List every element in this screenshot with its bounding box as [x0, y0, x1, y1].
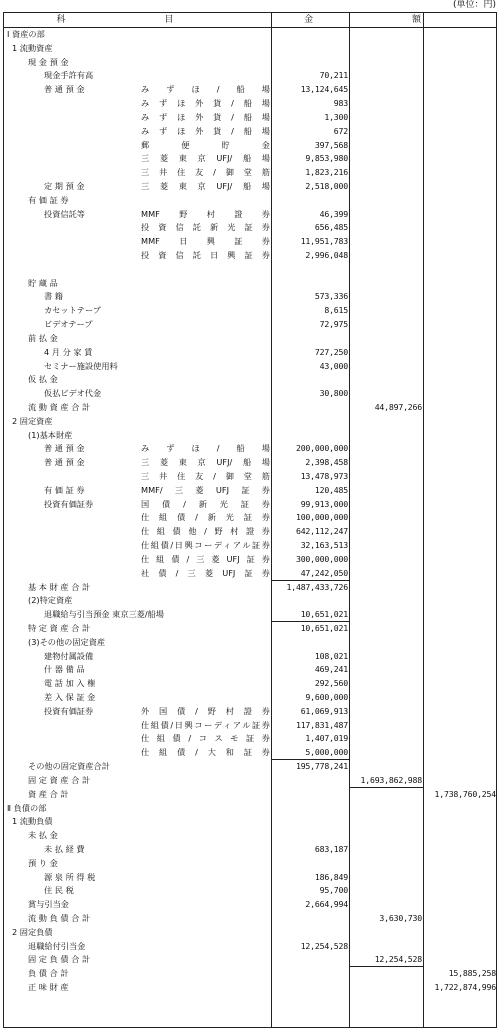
table-row	[4, 249, 496, 263]
row-label: 差 入 保 証 金	[44, 692, 96, 702]
table-row	[4, 346, 496, 360]
amount-detail: 1,487,433,726	[286, 581, 348, 592]
table-row	[4, 498, 496, 512]
table-row	[4, 677, 496, 691]
row-label: 未 払 金	[28, 830, 58, 841]
amount-detail: 32,163,513	[300, 540, 348, 551]
row-sublabel: 外国債/野村證券	[141, 705, 270, 716]
amount-subtotal: 44,897,266	[374, 401, 422, 412]
table-row	[4, 691, 496, 705]
table-row	[4, 263, 496, 277]
table-row	[4, 180, 496, 194]
row-label: 固 定 資 産 合 計	[28, 774, 91, 785]
table-row	[4, 139, 496, 153]
row-label: 退職給与引当預金 東京三菱/船場	[44, 609, 164, 620]
row-label: 基 本 財 産 合 計	[28, 581, 91, 592]
table-row	[4, 401, 496, 415]
row-label: 貯 蔵 品	[28, 277, 58, 288]
row-sublabel: 三菱東京UFJ/船場	[141, 457, 270, 468]
amount-detail: 100,000,000	[295, 512, 348, 523]
row-label: Ⅱ 負債の部	[7, 802, 47, 813]
amount-detail: 72,975	[319, 319, 348, 330]
row-sublabel: 三井住友/御堂筋	[141, 167, 270, 178]
amount-subtotal: 3,630,730	[379, 913, 422, 923]
row-label: 1 流動負債	[12, 816, 53, 827]
table-row	[4, 442, 496, 456]
row-sublabel: 国債/新光証券	[141, 498, 270, 509]
row-label: 1 流動資産	[12, 42, 53, 53]
row-label: カセットテープ	[44, 305, 101, 316]
row-label: 定 期 預 金	[44, 180, 85, 191]
table-row	[4, 926, 496, 940]
amount-detail: 200,000,000	[295, 443, 348, 454]
amount-detail: 108,021	[314, 650, 348, 661]
row-sublabel: 投資信託新光証券	[141, 222, 270, 233]
amount-detail: 95,700	[319, 885, 348, 896]
table-row	[4, 83, 496, 97]
amount-detail: 99,913,000	[300, 498, 348, 509]
row-sublabel: みずほ外貨/船場	[141, 111, 270, 122]
amount-detail: 43,000	[319, 360, 348, 371]
table-row	[4, 111, 496, 125]
table-row	[4, 125, 496, 139]
row-label: 4 月 分 家 賃	[44, 346, 93, 357]
amount-detail: 10,651,021	[300, 622, 348, 633]
row-label: 普 通 預 金	[44, 84, 85, 95]
table-row	[4, 290, 496, 304]
table-row	[4, 663, 496, 677]
table-row	[4, 221, 496, 235]
row-label: (3)その他の固定資産	[28, 636, 106, 647]
row-label: 有 価 証 券	[44, 484, 85, 495]
amount-detail: 300,000,000	[295, 553, 348, 564]
row-label: (2)特定資産	[28, 595, 73, 606]
amount-detail: 573,336	[314, 291, 348, 302]
amount-detail: 1,823,216	[305, 167, 348, 178]
row-label: Ⅰ 資産の部	[7, 29, 45, 39]
amount-subtotal: 1,693,862,988	[360, 774, 422, 785]
table-row	[4, 415, 496, 429]
row-label: 什 器 備 品	[44, 664, 85, 675]
row-sublabel: 社債/三菱UFJ証券	[141, 567, 270, 578]
table-row	[4, 56, 496, 70]
amount-detail: 1,407,019	[305, 733, 348, 744]
table-row	[4, 581, 496, 595]
table-row	[4, 815, 496, 829]
row-label: 正 味 財 産	[28, 982, 69, 993]
amount-detail: 642,112,247	[295, 526, 348, 537]
row-label: 普 通 預 金	[44, 443, 85, 454]
row-label: 住 民 税	[44, 885, 74, 896]
amount-detail: 2,664,994	[305, 899, 348, 910]
amount-total: 1,722,874,996	[434, 982, 496, 993]
balance-sheet-table	[3, 12, 497, 1028]
table-body	[4, 28, 496, 995]
row-sublabel: みずほ外貨/船場	[141, 125, 270, 136]
row-label: セミナー施設使用料	[44, 360, 118, 371]
table-row	[4, 373, 496, 387]
table-row	[4, 360, 496, 374]
table-row	[4, 235, 496, 249]
amount-detail: 117,831,487	[295, 719, 348, 730]
amount-detail: 13,124,645	[300, 84, 348, 95]
table-row	[4, 152, 496, 166]
row-sublabel: 仕組債/コスモ証券	[141, 733, 270, 744]
amount-detail: 397,568	[314, 139, 348, 150]
table-row	[4, 194, 496, 208]
row-label: 退職給付引当金	[28, 940, 86, 951]
row-sublabel: 仕組債/大和証券	[141, 747, 270, 758]
table-row	[4, 69, 496, 83]
row-label: 投資信託等	[44, 208, 85, 219]
row-label: 未 払 経 費	[44, 843, 85, 854]
amount-detail: 292,560	[314, 678, 348, 689]
row-sublabel: MMF/三菱UFJ証券	[141, 484, 270, 495]
table-row	[4, 208, 496, 222]
row-label: 固 定 負 債 合 計	[28, 954, 91, 965]
row-sublabel: 仕組債他/野村證券	[141, 526, 270, 537]
row-label: 特 定 資 産 合 計	[28, 622, 91, 633]
table-row	[4, 802, 496, 816]
row-label: 現金手許有高	[44, 70, 94, 81]
row-sublabel: 仕組債/新光証券	[141, 512, 270, 523]
table-row	[4, 746, 496, 760]
header-amount: 金 額	[303, 15, 466, 25]
row-label: 流 動 資 産 合 計	[28, 401, 91, 412]
amount-detail: 47,242,050	[300, 567, 348, 578]
table-row	[4, 97, 496, 111]
table-row	[4, 332, 496, 346]
table-row	[4, 539, 496, 553]
row-label: 現 金 預 金	[28, 56, 69, 67]
amount-detail: 186,849	[314, 871, 348, 882]
table-row	[4, 732, 496, 746]
header-item: 科 目	[56, 15, 219, 25]
table-row	[4, 953, 496, 967]
table-row	[4, 594, 496, 608]
table-row	[4, 553, 496, 567]
amount-detail: 46,399	[319, 208, 348, 219]
amount-detail: 195,778,241	[295, 761, 348, 772]
row-label: その他の固定資産合計	[28, 761, 110, 772]
row-sublabel: 三井住友/御堂筋	[141, 471, 270, 481]
amount-detail: 9,600,000	[305, 692, 348, 702]
row-label: 賞与引当金	[28, 899, 69, 910]
row-sublabel: みずほ/船場	[141, 443, 270, 454]
table-row	[4, 567, 496, 581]
row-label: 仮 払 金	[28, 374, 58, 385]
row-label: 2 固定資産	[12, 415, 53, 426]
table-row	[4, 857, 496, 871]
row-label: 資 産 合 計	[28, 788, 69, 799]
table-row	[4, 650, 496, 664]
row-label: ビデオテープ	[44, 319, 93, 330]
table-row	[4, 788, 496, 802]
table-row	[4, 636, 496, 650]
table-row	[4, 525, 496, 539]
table-row	[4, 429, 496, 443]
amount-detail: 469,241	[314, 664, 348, 675]
row-sublabel: 三菱東京UFJ/船場	[141, 153, 270, 164]
amount-detail: 9,853,980	[305, 153, 348, 164]
amount-detail: 683,187	[314, 843, 348, 854]
table-row	[4, 705, 496, 719]
amount-detail: 10,651,021	[300, 609, 348, 620]
row-sublabel: 仕組債/日興コーディアル証券	[141, 719, 270, 730]
row-sublabel: みずほ外貨/船場	[141, 98, 270, 109]
table-row	[4, 981, 496, 995]
table-row	[4, 166, 496, 180]
row-label: 投資有価証券	[44, 498, 94, 509]
table-row	[4, 387, 496, 401]
table-row	[4, 318, 496, 332]
amount-detail: 1,300	[324, 111, 348, 122]
amount-total: 15,885,258	[448, 968, 496, 979]
row-sublabel: みずほ/船場	[141, 84, 270, 95]
table-row	[4, 608, 496, 622]
row-sublabel: 仕組債/日興コーディアル証券	[141, 540, 270, 551]
table-row	[4, 622, 496, 636]
amount-subtotal: 12,254,528	[374, 954, 422, 965]
row-label: 流 動 負 債 合 計	[28, 913, 91, 923]
row-label: 建物付属設備	[44, 650, 94, 661]
row-label: 仮払ビデオ代金	[44, 388, 102, 399]
row-label: (1)基本財産	[28, 429, 73, 440]
amount-detail: 11,951,783	[300, 236, 348, 247]
amount-detail: 8,615	[324, 305, 348, 316]
table-row	[4, 898, 496, 912]
table-row	[4, 912, 496, 926]
amount-detail: 70,211	[319, 70, 348, 81]
row-sublabel: 郵便貯金	[141, 139, 270, 150]
table-row	[4, 940, 496, 954]
amount-detail: 727,250	[314, 346, 348, 357]
table-row	[4, 277, 496, 291]
table-row	[4, 967, 496, 981]
table-row	[4, 843, 496, 857]
row-label: 書 籍	[44, 291, 63, 302]
row-sublabel: MMF野村證券	[141, 208, 270, 219]
row-sublabel: 仕組債/三菱UFJ証券	[141, 553, 270, 564]
table-row	[4, 484, 496, 498]
table-row	[4, 456, 496, 470]
row-label: 有 価 証 券	[28, 194, 69, 205]
row-sublabel: 三菱東京UFJ/船場	[141, 180, 270, 191]
amount-detail: 2,996,048	[305, 250, 348, 260]
amount-detail: 656,485	[314, 222, 348, 233]
row-label: 負 債 合 計	[28, 968, 69, 979]
amount-detail: 2,398,458	[305, 457, 348, 468]
row-label: 電 話 加 入 権	[44, 678, 96, 689]
amount-total: 1,738,760,254	[434, 788, 496, 799]
unit-label: (単位：円)	[452, 0, 496, 10]
table-row	[4, 719, 496, 733]
row-label: 投資有価証券	[44, 705, 94, 716]
table-row	[4, 884, 496, 898]
table-row	[4, 829, 496, 843]
row-label: 前 払 金	[28, 332, 58, 343]
table-row	[4, 304, 496, 318]
table-row	[4, 871, 496, 885]
row-label: 普 通 預 金	[44, 457, 85, 468]
amount-detail: 13,478,973	[300, 471, 348, 481]
row-label: 預 り 金	[28, 857, 58, 868]
table-row	[4, 470, 496, 484]
table-row	[4, 42, 496, 56]
row-label: 2 固定負債	[12, 926, 53, 937]
table-row	[4, 28, 496, 42]
amount-detail: 30,800	[319, 388, 348, 399]
amount-detail: 983	[333, 98, 348, 109]
table-row	[4, 760, 496, 774]
amount-detail: 120,485	[314, 484, 348, 495]
amount-detail: 5,000,000	[305, 747, 348, 758]
amount-detail: 12,254,528	[300, 940, 348, 951]
amount-detail: 61,069,913	[300, 705, 348, 716]
row-label: 源 泉 所 得 税	[44, 871, 96, 882]
amount-detail: 672	[333, 125, 348, 136]
amount-detail: 2,518,000	[305, 180, 348, 191]
row-sublabel: MMF日興証券	[141, 236, 270, 247]
table-row	[4, 774, 496, 788]
table-row	[4, 511, 496, 525]
row-sublabel: 投資信託日興証券	[141, 250, 270, 260]
